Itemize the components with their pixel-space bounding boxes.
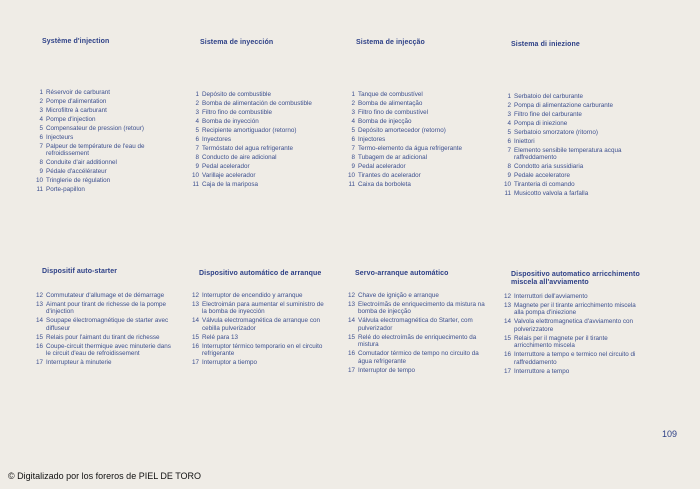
list-item [346,292,486,299]
list-item [190,343,330,358]
item-number: 12 [35,292,43,299]
list-item [190,100,330,107]
list-item [190,91,330,98]
list-item [502,318,642,333]
item-text: Comutador térmico de tempo no circuito da água refrigerante [358,350,479,365]
item-number: 10 [35,177,43,185]
item-text: Microfiltre à carburant [46,107,107,114]
item-text: Válvula electromagnética do Starter, com pulverizador [358,317,473,332]
item-text: Interruttore a tempo e termico nel circuito di raffreddamento [514,351,636,366]
item-number: 10 [347,172,355,179]
item-text: Soupape électromagnétique de starter avec diffuseur [46,317,169,332]
item-number: 15 [35,333,43,341]
page-number: 109 [662,429,678,439]
item-text: Electroimán para aumentar el suministro de la bomba de inyección [202,301,324,316]
list-item [190,109,330,116]
list-item [34,186,180,193]
list-item [502,293,642,300]
item-text: Compensateur de pression (retour) [46,125,144,132]
item-number: 1 [507,93,511,100]
list-item [502,351,642,366]
item-number: 10 [191,172,199,179]
item-number: 17 [503,367,511,375]
item-number: 8 [39,159,43,167]
item-text: Palpeur de température de l'eau de refroidissement [46,143,145,158]
list-item [502,302,642,317]
item-text: Tiranteria di comando [514,181,575,189]
item-text: Elemento sensibile temperatura acqua raffreddamento [514,147,622,162]
list-item [502,172,650,179]
item-number: 8 [351,154,355,161]
item-text: Interruttore a tempo [514,367,570,375]
item-text: Interruttori dell'avviamento [514,293,588,300]
item-number: 3 [195,109,199,116]
item-number: 14 [503,318,511,326]
item-number: 12 [191,292,199,299]
item-number: 7 [39,143,43,150]
item-number: 13 [503,302,511,309]
item-list-fr-starter [34,292,174,368]
scan-credit: © Digitalizado por los foreros de PIEL DE TORO [8,471,202,481]
list-item [346,350,486,365]
item-text: Caja de la mariposa [202,181,259,188]
list-item [34,301,174,316]
item-text: Valvola elettromagnetica d'avviamento con polverizzatore [514,318,634,333]
item-text: Interruptor de tempo [358,366,416,374]
item-list-es-starter [190,292,330,368]
section-title-it-injection: Sistema di iniezione [511,41,580,48]
item-text: Termo-elemento da água refrigerante [358,145,462,152]
item-text: Relé do electroímãs de enriquecimento da mistura [358,333,477,349]
list-item [34,98,180,105]
list-item [346,334,486,349]
item-text: Pompa di alimentazione carburante [514,102,614,109]
item-text: Magnete per il tirante arricchimento miscela alla pompa d'iniezione [514,302,636,317]
item-text: Válvula electromagnética de arranque con cebilla pulverizador [202,317,320,332]
section-title-fr-starter: Dispositif auto-starter [42,268,118,275]
item-text: Interrupteur à minuterie [46,359,112,367]
list-item [34,168,180,175]
item-number: 5 [351,127,355,134]
list-item [34,107,180,114]
list-item [34,359,174,366]
item-text: Tanque de combustível [358,91,423,98]
list-item [502,147,650,162]
item-text: Pompe d'alimentation [46,98,107,105]
item-number: 3 [507,111,511,118]
list-item [502,335,642,350]
item-text: Inyectores [202,136,232,143]
section-title-pt-starter: Servo-arranque automático [355,270,449,277]
list-item [346,127,486,134]
list-item [190,118,330,125]
list-item [346,100,486,107]
list-item [190,163,330,170]
item-number: 4 [39,116,43,123]
item-number: 16 [35,342,43,350]
item-number: 2 [39,98,43,105]
item-text: Musicotto valvola a farfalla [514,190,589,198]
item-number: 4 [351,118,355,125]
item-number: 6 [507,138,511,145]
list-item [502,368,642,375]
item-number: 4 [507,120,511,127]
list-item [190,181,330,188]
item-text: Depósito amortecedor (retorno) [358,127,446,134]
list-item [34,334,174,341]
item-text: Tirantes do acelerador [358,172,421,179]
item-text: Commutateur d'allumage et de démarrage [46,292,165,299]
item-number: 14 [347,317,355,325]
list-item [346,91,486,98]
item-number: 6 [351,136,355,143]
item-list-es-injection [190,91,330,190]
item-text: Varillaje acelerador [202,172,256,179]
list-item [34,292,174,299]
item-number: 3 [351,109,355,116]
list-item [34,343,174,358]
item-list-it-starter [502,293,642,377]
item-text: Aimant pour tirant de richesse de la pompe d'injection [46,301,167,316]
list-item [502,93,650,100]
item-list-pt-starter [346,292,486,376]
list-item [34,317,174,332]
list-item [190,334,330,341]
list-item [502,138,650,145]
item-text: Interruptor a tiempo [202,359,257,367]
list-item [502,102,650,109]
item-list-pt-injection [346,91,486,190]
list-item [190,317,330,332]
item-text: Serbatoio del carburante [514,93,583,100]
item-text: Bomba de injecção [358,118,412,125]
list-item [190,145,330,152]
list-item [346,317,486,332]
list-item [34,116,180,123]
item-number: 16 [191,342,199,350]
item-number: 16 [503,351,511,359]
item-text: Conducto de aire adicional [202,154,277,161]
item-number: 8 [195,154,199,161]
item-text: Filtro fine del carburante [514,111,582,118]
item-text: Pedal acelerador [202,163,250,170]
item-text: Pompe d'injection [46,116,96,123]
item-number: 11 [36,186,43,194]
list-item [34,125,180,132]
item-number: 15 [503,334,511,342]
item-list-it-injection [502,93,650,199]
list-item [190,154,330,161]
item-text: Injecteurs [46,134,74,141]
item-number: 8 [507,163,511,171]
list-item [190,136,330,143]
item-number: 9 [507,172,511,180]
list-item [346,163,486,170]
item-text: Pedal acelerador [358,163,406,170]
item-number: 1 [39,89,43,96]
section-title-pt-injection: Sistema de injecção [356,39,425,46]
item-number: 13 [191,301,199,308]
section-title-fr-injection: Système d'injection [42,38,110,45]
item-text: Filtro fino de combustible [202,109,272,116]
item-number: 3 [39,107,43,114]
list-item [34,143,180,158]
list-item [346,145,486,152]
item-number: 12 [503,293,511,300]
item-text: Condotto aria sussidiaria [514,163,584,171]
item-number: 4 [195,118,199,125]
list-item [346,154,486,161]
item-text: Depósito de combustible [202,91,271,98]
item-text: Bomba de alimentación de combustible [202,100,312,107]
item-number: 14 [35,317,43,325]
item-text: Pompa di iniezione [514,120,568,127]
item-text: Pedale acceleratore [514,172,571,180]
item-text: Coupe-circuit thermique avec minuterie dans le circuit d'eau de refroidissement [46,342,171,358]
list-item [502,163,650,170]
list-item [34,159,180,166]
list-item [346,301,486,316]
item-text: Réservoir de carburant [46,89,111,96]
item-number: 15 [191,333,199,341]
item-number: 7 [195,145,199,152]
list-item [502,120,650,127]
item-text: Electroímãs de enriquecimento da mistura na bomba de injecção [358,301,485,316]
item-number: 12 [347,292,355,299]
item-text: Pédale d'accélérateur [46,168,107,176]
section-title-it-starter: Dispositivo automatico arricchimento miscela all'avviamento [511,271,640,286]
item-text: Caixa da borboleta [358,181,411,188]
item-number: 7 [351,145,355,152]
list-item [502,111,650,118]
item-text: Conduite d'air additionnel [46,159,117,167]
item-number: 14 [191,317,199,325]
item-number: 2 [351,100,355,107]
item-number: 9 [39,168,43,176]
list-item [502,190,650,197]
item-number: 1 [195,91,199,98]
item-number: 2 [507,102,511,109]
item-text: Recipiente amortiguador (retorno) [202,127,297,134]
item-number: 13 [35,301,43,308]
item-text: Relais pour l'aimant du tirant de richesse [46,333,160,341]
item-text: Iniettori [514,138,535,145]
section-title-es-injection: Sistema de inyección [200,39,274,46]
list-item [190,359,330,366]
item-text: Bomba de inyección [202,118,259,125]
list-item [190,292,330,299]
item-number: 5 [507,129,511,136]
item-number: 11 [504,190,511,198]
item-text: Bomba de alimentação [358,100,423,107]
item-number: 2 [195,100,199,107]
list-item [346,136,486,143]
item-list-fr-injection [34,89,180,195]
item-text: Interruptor térmico temporario en el circuito refrigerante [202,342,323,358]
item-text: Relais per il magnete per il tirante arricchimento miscela [514,334,608,350]
item-number: 17 [347,366,355,374]
item-number: 17 [191,359,199,367]
list-item [190,301,330,316]
section-title-es-starter: Dispositivo automático de arranque [199,270,322,277]
item-text: Porte-papillon [46,186,85,194]
item-text: Termóstato del agua refrigerante [202,145,294,152]
item-number: 5 [195,127,199,134]
item-text: Relé para 13 [202,333,239,341]
item-text: Serbatoio smorzatore (ritorno) [514,129,598,136]
list-item [190,127,330,134]
item-number: 10 [503,181,511,189]
list-item [502,181,650,188]
item-number: 1 [351,91,355,98]
list-item [34,134,180,141]
item-number: 15 [347,333,355,341]
item-number: 6 [195,136,199,143]
list-item [502,129,650,136]
item-text: Interruptor de encendido y arranque [202,292,303,299]
item-text: Tubagem de ar adicional [358,154,428,161]
list-item [346,181,486,188]
list-item [346,109,486,116]
item-number: 9 [195,163,199,170]
item-number: 7 [507,147,511,154]
item-text: Injectores [358,136,386,143]
item-number: 16 [347,350,355,358]
item-number: 13 [347,301,355,308]
list-item [346,172,486,179]
item-number: 17 [35,359,43,367]
item-text: Tringlerie de régulation [46,177,111,185]
item-number: 11 [348,181,355,188]
list-item [346,367,486,374]
item-number: 6 [39,134,43,141]
list-item [34,89,180,96]
item-number: 11 [192,181,199,188]
list-item [34,177,180,184]
item-number: 5 [39,125,43,132]
item-number: 9 [351,163,355,170]
list-item [190,172,330,179]
list-item [346,118,486,125]
item-text: Filtro fino de combustível [358,109,428,116]
item-text: Chave de ignição e arranque [358,292,439,299]
